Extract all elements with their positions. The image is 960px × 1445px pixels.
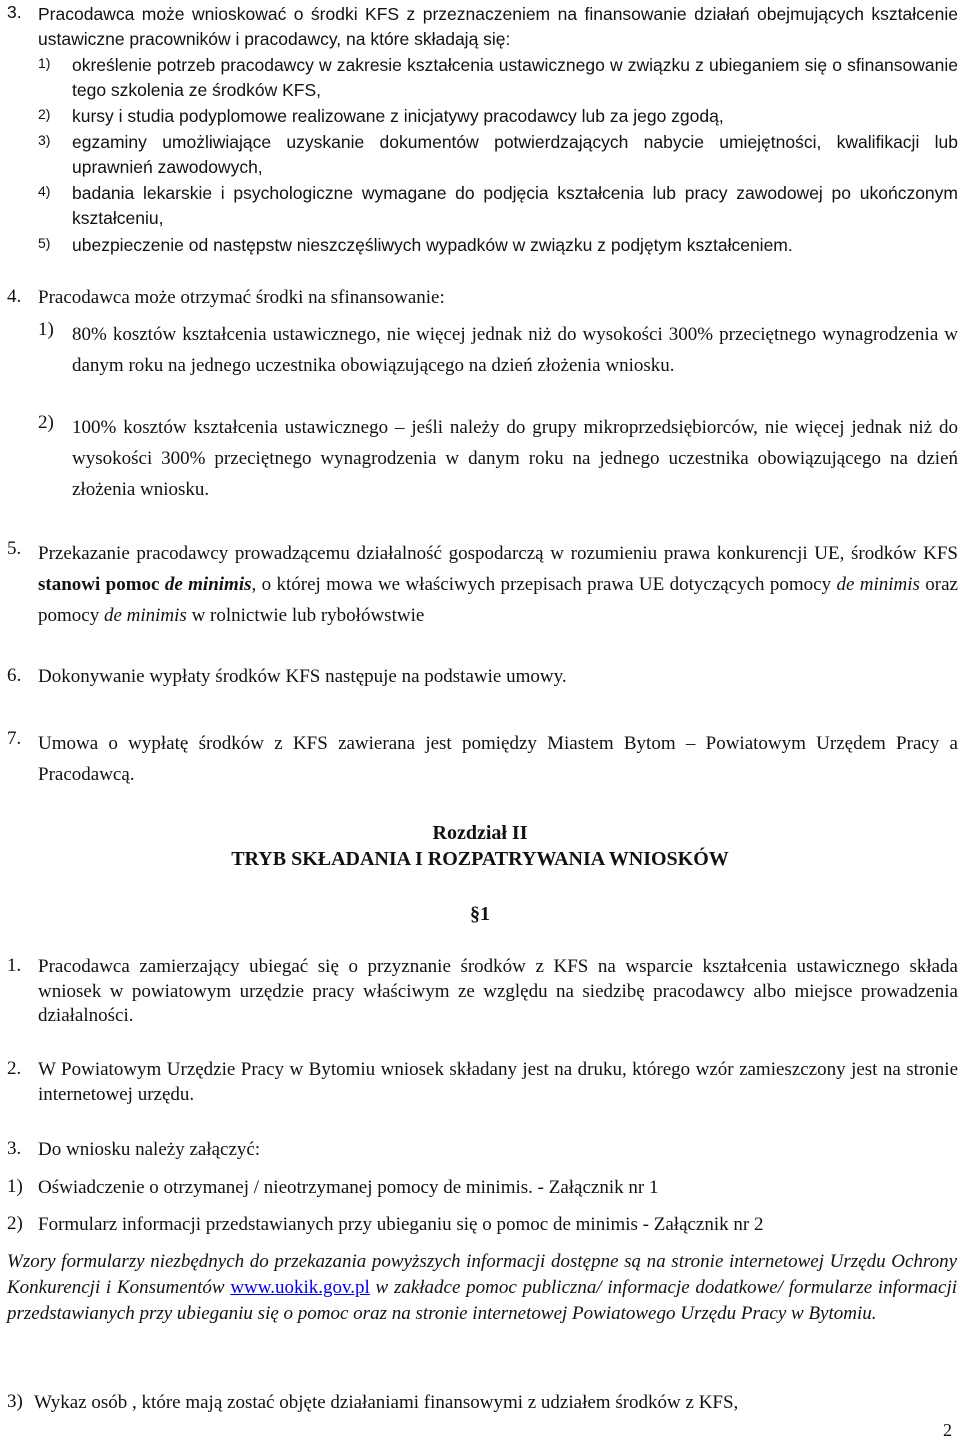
list-item-number: 1) — [38, 55, 51, 71]
list-item: Formularz informacji przedstawianych przy ubieganiu się o pomoc de minimis - Załącznik nr 2 — [38, 1214, 764, 1235]
list-item: egzaminy umożliwiające uzyskanie dokumentów potwierdzających nabycie umiejętności, kwalifikacji lub uprawnień zawodowych, — [72, 132, 958, 177]
section-4-text: Pracodawca może otrzymać środki na sfinansowanie: — [38, 287, 445, 308]
section-5-text — [38, 538, 958, 631]
section-5-bold-italic: de minimis — [164, 574, 252, 595]
note-paragraph — [7, 1249, 957, 1327]
list-item-number: 3) — [38, 132, 51, 148]
point-1-text: Pracodawca zamierzający ubiegać się o przyznanie środków z KFS na wsparcie kształcenia ustawicznego składa wniosek w powiatowym urzędzie pracy właściwym ze względu na siedzibę pracodawcy albo miejsce prowadzenia działalności. — [38, 956, 958, 1026]
list-item-number: 2) — [38, 106, 51, 122]
point-3-text: Do wniosku należy załączyć: — [38, 1139, 261, 1160]
list-item: określenie potrzeb pracodawcy w zakresie kształcenia ustawicznego w związku z ubieganiem się o sfinansowanie tego szkolenia ze środków KFS, — [72, 55, 958, 100]
list-item: Wykaz osób , które mają zostać objęte działaniami finansowymi z udziałem środków z KFS, — [34, 1392, 739, 1413]
list-item-number: 4) — [38, 183, 51, 199]
section-3-text: Pracodawca może wnioskować o środki KFS z przeznaczeniem na finansowanie działań obejmujących kształcenie ustawiczne pracowników i pracodawcy, na które składają się: — [38, 4, 958, 49]
list-item: kursy i studia podyplomowe realizowane z inicjatywy pracodawcy lub za jego zgodą, — [72, 106, 724, 126]
chapter-title: Rozdział II — [432, 822, 528, 844]
section-4-number: 4. — [7, 286, 22, 307]
section-5-bold: stanowi pomoc — [38, 574, 165, 595]
list-item-number: 1) — [7, 1176, 23, 1197]
point-1-number: 1. — [7, 955, 22, 976]
list-item: ubezpieczenie od następstw nieszczęśliwych wypadków w związku z podjętym kształceniem. — [72, 235, 793, 255]
list-item-number: 1) — [38, 319, 54, 340]
section-5-italic-2: de minimis — [103, 605, 187, 626]
list-item-number: 3) — [7, 1391, 23, 1412]
page-number: 2 — [943, 1420, 952, 1440]
point-2-number: 2. — [7, 1058, 22, 1079]
section-6-text: Dokonywanie wypłaty środków KFS następuje na podstawie umowy. — [38, 666, 567, 687]
section-5-text-d: w rolnictwie lub rybołówstwie — [186, 605, 425, 626]
note-text-b: w zakładce pomoc publiczna/ informacje dodatkowe/ formularze informacji przedstawianych przy ubieganiu się o pomoc oraz na stronie internetowej Powiatowego Urzędu Pracy w Bytomiu. — [7, 1277, 958, 1324]
section-5-italic-1: de minimis — [836, 574, 920, 595]
point-3-number: 3. — [7, 1138, 22, 1159]
list-item-number: 2) — [38, 412, 54, 433]
section-5-text-a: Przekazanie pracodawcy prowadzącemu działalność gospodarczą w rozumieniu prawa konkurencji UE, środków KFS — [38, 543, 958, 564]
section-5-text-c: oraz pomocy — [38, 574, 958, 626]
section-7-text: Umowa o wypłatę środków z KFS zawierana jest pomiędzy Miastem Bytom – Powiatowym Urzędem Pracy a Pracodawcą. — [38, 733, 958, 785]
point-2-text: W Powiatowym Urzędzie Pracy w Bytomiu wniosek składany jest na druku, którego wzór zamieszczony jest na stronie internetowej urzędu. — [38, 1059, 958, 1105]
list-item: 100% kosztów kształcenia ustawicznego – jeśli należy do grupy mikroprzedsiębiorców, nie więcej jednak niż do wysokości 300% przeciętnego wynagrodzenia w danym roku na jednego uczestnika obowiązującego na dzień złożenia wniosku. — [72, 417, 958, 500]
list-item: 80% kosztów kształcenia ustawicznego, nie więcej jednak niż do wysokości 300% przeciętnego wynagrodzenia w danym roku na jednego uczestnika obowiązującego na dzień złożenia wniosku. — [72, 324, 958, 376]
section-3-number: 3. — [7, 2, 22, 22]
section-5-number: 5. — [7, 538, 22, 559]
note-text-a: Wzory formularzy niezbędnych do przekazania powyższych informacji dostępne są na stronie internetowej Urzędu Ochrony Konkurencji i Konsumentów — [7, 1251, 957, 1298]
chapter-subtitle: TRYB SKŁADANIA I ROZPATRYWANIA WNIOSKÓW — [231, 848, 729, 870]
paragraph-mark: §1 — [470, 903, 490, 925]
section-5-text-b: , o której mowa we właściwych przepisach prawa UE dotyczących pomocy — [251, 574, 837, 595]
list-item: badania lekarskie i psychologiczne wymagane do podjęcia kształcenia lub pracy zawodowej po ukończonym kształceniu, — [72, 183, 958, 228]
section-7-number: 7. — [7, 728, 22, 749]
uokik-link[interactable]: www.uokik.gov.pl — [230, 1277, 370, 1298]
section-6-number: 6. — [7, 665, 22, 686]
list-item-number: 2) — [7, 1213, 23, 1234]
list-item: Oświadczenie o otrzymanej / nieotrzymanej pomocy de minimis. - Załącznik nr 1 — [38, 1177, 659, 1198]
list-item-number: 5) — [38, 235, 51, 251]
